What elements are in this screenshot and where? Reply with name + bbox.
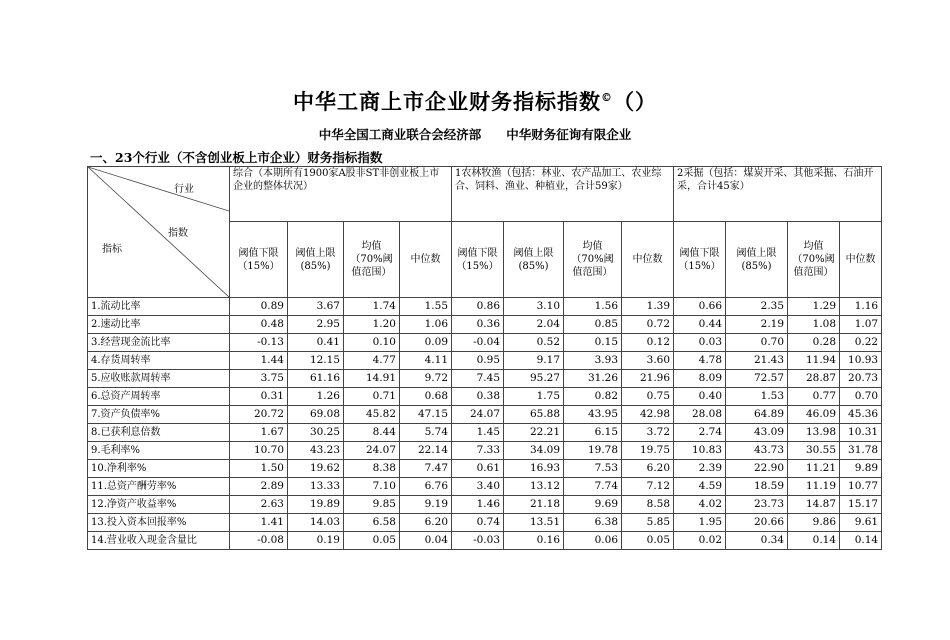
value-cell: 14.87 — [788, 496, 840, 514]
value-cell: 5.74 — [400, 424, 452, 442]
column-header: 中位数 — [622, 222, 674, 298]
value-cell: 1.39 — [622, 298, 674, 316]
value-cell: 43.73 — [726, 442, 788, 460]
value-cell: 1.75 — [504, 388, 564, 406]
column-header: 中位数 — [400, 222, 452, 298]
value-cell: 3.93 — [564, 352, 622, 370]
value-cell: -0.03 — [452, 532, 504, 550]
value-cell: 2.39 — [674, 460, 726, 478]
value-cell: 1.44 — [230, 352, 288, 370]
value-cell: 2.74 — [674, 424, 726, 442]
value-cell: 46.09 — [788, 406, 840, 424]
corner-label-industry: 行业 — [174, 184, 194, 195]
value-cell: 1.74 — [344, 298, 400, 316]
value-cell: 18.59 — [726, 478, 788, 496]
value-cell: 0.14 — [788, 532, 840, 550]
column-header: 中位数 — [840, 222, 882, 298]
corner-label-indicator: 指标 — [102, 244, 122, 255]
value-cell: 24.07 — [344, 442, 400, 460]
value-cell: 6.76 — [400, 478, 452, 496]
value-cell: 2.04 — [504, 316, 564, 334]
value-cell: 65.88 — [504, 406, 564, 424]
diagonal-lines — [88, 167, 229, 297]
table-row — [88, 478, 882, 496]
value-cell: 8.09 — [674, 370, 726, 388]
indicator-name: 2.速动比率 — [88, 316, 230, 334]
value-cell: 21.96 — [622, 370, 674, 388]
value-cell: 20.73 — [840, 370, 882, 388]
value-cell: 19.78 — [564, 442, 622, 460]
value-cell: 0.52 — [504, 334, 564, 352]
value-cell: 0.15 — [564, 334, 622, 352]
value-cell: 9.19 — [400, 496, 452, 514]
copyright-mark: © — [601, 91, 613, 104]
value-cell: 30.55 — [788, 442, 840, 460]
value-cell: 3.60 — [622, 352, 674, 370]
value-cell: 20.66 — [726, 514, 788, 532]
value-cell: 8.44 — [344, 424, 400, 442]
value-cell: 45.36 — [840, 406, 882, 424]
value-cell: 0.06 — [564, 532, 622, 550]
indicator-name: 14.营业收入现金含量比 — [88, 532, 230, 550]
value-cell: 3.67 — [288, 298, 344, 316]
indicator-name: 5.应收账款周转率 — [88, 370, 230, 388]
title-paren: （） — [613, 89, 657, 114]
value-cell: 4.77 — [344, 352, 400, 370]
indicator-name: 4.存货周转率 — [88, 352, 230, 370]
value-cell: 6.58 — [344, 514, 400, 532]
value-cell: 3.75 — [230, 370, 288, 388]
table-row — [88, 298, 882, 316]
column-header: 阈值下限（15%） — [674, 222, 726, 298]
value-cell: 7.53 — [564, 460, 622, 478]
column-header: 阈值下限（15%） — [452, 222, 504, 298]
value-cell: 22.14 — [400, 442, 452, 460]
value-cell: 4.02 — [674, 496, 726, 514]
value-cell: 8.38 — [344, 460, 400, 478]
value-cell: 2.89 — [230, 478, 288, 496]
value-cell: 0.22 — [840, 334, 882, 352]
indicator-name: 7.资产负债率% — [88, 406, 230, 424]
value-cell: 8.58 — [622, 496, 674, 514]
value-cell: 16.93 — [504, 460, 564, 478]
value-cell: 7.12 — [622, 478, 674, 496]
value-cell: 2.95 — [288, 316, 344, 334]
value-cell: 1.20 — [344, 316, 400, 334]
value-cell: 43.23 — [288, 442, 344, 460]
value-cell: 1.53 — [726, 388, 788, 406]
table-row — [88, 514, 882, 532]
value-cell: 11.19 — [788, 478, 840, 496]
indicator-name: 11.总资产酬劳率% — [88, 478, 230, 496]
value-cell: 0.41 — [288, 334, 344, 352]
group-header-mining: 2采掘（包括：煤炭开采、其他采掘、石油开采，合计45家） — [674, 167, 882, 222]
value-cell: 19.62 — [288, 460, 344, 478]
column-header: 阈值上限(85%) — [726, 222, 788, 298]
value-cell: 0.85 — [564, 316, 622, 334]
value-cell: 24.07 — [452, 406, 504, 424]
indicator-table — [87, 166, 882, 550]
value-cell: 19.75 — [622, 442, 674, 460]
column-header: 阈值上限(85%) — [288, 222, 344, 298]
value-cell: 4.59 — [674, 478, 726, 496]
value-cell: -0.13 — [230, 334, 288, 352]
value-cell: 1.06 — [400, 316, 452, 334]
value-cell: 7.10 — [344, 478, 400, 496]
value-cell: 0.09 — [400, 334, 452, 352]
value-cell: 14.91 — [344, 370, 400, 388]
value-cell: 13.12 — [504, 478, 564, 496]
value-cell: 43.95 — [564, 406, 622, 424]
value-cell: 0.68 — [400, 388, 452, 406]
value-cell: 10.31 — [840, 424, 882, 442]
value-cell: 21.43 — [726, 352, 788, 370]
value-cell: 9.72 — [400, 370, 452, 388]
value-cell: 7.45 — [452, 370, 504, 388]
page-subtitle: 中华全国工商业联合会经济部 中华财务征询有限企业 — [318, 127, 632, 142]
value-cell: 4.78 — [674, 352, 726, 370]
value-cell: 3.40 — [452, 478, 504, 496]
value-cell: 0.28 — [788, 334, 840, 352]
value-cell: 0.03 — [674, 334, 726, 352]
indicator-name: 10.净利率% — [88, 460, 230, 478]
value-cell: 22.21 — [504, 424, 564, 442]
value-cell: 9.69 — [564, 496, 622, 514]
value-cell: 0.05 — [622, 532, 674, 550]
value-cell: 0.05 — [344, 532, 400, 550]
value-cell: 1.07 — [840, 316, 882, 334]
value-cell: 9.61 — [840, 514, 882, 532]
value-cell: 72.57 — [726, 370, 788, 388]
value-cell: 0.10 — [344, 334, 400, 352]
value-cell: 0.31 — [230, 388, 288, 406]
value-cell: 2.63 — [230, 496, 288, 514]
value-cell: 13.98 — [788, 424, 840, 442]
value-cell: 9.85 — [344, 496, 400, 514]
value-cell: 19.89 — [288, 496, 344, 514]
value-cell: 7.47 — [400, 460, 452, 478]
value-cell: 0.34 — [726, 532, 788, 550]
value-cell: 0.40 — [674, 388, 726, 406]
value-cell: 10.70 — [230, 442, 288, 460]
value-cell: 34.09 — [504, 442, 564, 460]
column-header: 阈值上限(85%) — [504, 222, 564, 298]
table-row — [88, 532, 882, 550]
group-header-composite: 综合（本期所有1900家A股非ST非创业板上市企业的整体状况） — [230, 167, 452, 222]
value-cell: 0.74 — [452, 514, 504, 532]
value-cell: 15.17 — [840, 496, 882, 514]
table-row — [88, 388, 882, 406]
value-cell: 14.03 — [288, 514, 344, 532]
value-cell: 20.72 — [230, 406, 288, 424]
value-cell: 10.83 — [674, 442, 726, 460]
value-cell: 1.56 — [564, 298, 622, 316]
value-cell: 3.72 — [622, 424, 674, 442]
table-row — [88, 406, 882, 424]
value-cell: 6.20 — [400, 514, 452, 532]
value-cell: 47.15 — [400, 406, 452, 424]
value-cell: 0.66 — [674, 298, 726, 316]
value-cell: 30.25 — [288, 424, 344, 442]
indicator-name: 3.经营现金流比率 — [88, 334, 230, 352]
indicator-name: 8.已获利息倍数 — [88, 424, 230, 442]
value-cell: 1.55 — [400, 298, 452, 316]
value-cell: 12.15 — [288, 352, 344, 370]
value-cell: 95.27 — [504, 370, 564, 388]
value-cell: 3.10 — [504, 298, 564, 316]
value-cell: 0.95 — [452, 352, 504, 370]
value-cell: 0.77 — [788, 388, 840, 406]
table-row — [88, 442, 882, 460]
column-header: 均值（70%阈值范围） — [788, 222, 840, 298]
value-cell: 1.08 — [788, 316, 840, 334]
value-cell: 13.51 — [504, 514, 564, 532]
value-cell: 0.48 — [230, 316, 288, 334]
value-cell: 0.04 — [400, 532, 452, 550]
value-cell: 0.71 — [344, 388, 400, 406]
value-cell: 0.36 — [452, 316, 504, 334]
value-cell: 61.16 — [288, 370, 344, 388]
value-cell: 21.18 — [504, 496, 564, 514]
value-cell: 10.93 — [840, 352, 882, 370]
corner-header — [88, 167, 230, 298]
value-cell: 0.70 — [840, 388, 882, 406]
value-cell: 1.16 — [840, 298, 882, 316]
value-cell: 0.70 — [726, 334, 788, 352]
indicator-name: 6.总资产周转率 — [88, 388, 230, 406]
value-cell: 64.89 — [726, 406, 788, 424]
value-cell: 22.90 — [726, 460, 788, 478]
value-cell: 9.86 — [788, 514, 840, 532]
indicator-name: 9.毛利率% — [88, 442, 230, 460]
value-cell: 7.74 — [564, 478, 622, 496]
value-cell: -0.04 — [452, 334, 504, 352]
value-cell: 5.85 — [622, 514, 674, 532]
value-cell: 1.26 — [288, 388, 344, 406]
value-cell: 13.33 — [288, 478, 344, 496]
value-cell: 0.14 — [840, 532, 882, 550]
value-cell: 0.82 — [564, 388, 622, 406]
value-cell: 0.61 — [452, 460, 504, 478]
value-cell: 1.45 — [452, 424, 504, 442]
value-cell: 69.08 — [288, 406, 344, 424]
column-header: 阈值下限（15%） — [230, 222, 288, 298]
value-cell: 6.38 — [564, 514, 622, 532]
value-cell: 28.87 — [788, 370, 840, 388]
value-cell: 10.77 — [840, 478, 882, 496]
value-cell: 43.09 — [726, 424, 788, 442]
table-row — [88, 460, 882, 478]
corner-label-index: 指数 — [168, 228, 188, 239]
value-cell: 2.35 — [726, 298, 788, 316]
value-cell: 31.26 — [564, 370, 622, 388]
value-cell: 1.95 — [674, 514, 726, 532]
value-cell: 0.16 — [504, 532, 564, 550]
value-cell: 0.02 — [674, 532, 726, 550]
group-header-agriculture: 1农林牧渔（包括：林业、农产品加工、农业综合、饲料、渔业、种植业，合计59家） — [452, 167, 674, 222]
value-cell: 6.20 — [622, 460, 674, 478]
indicator-name: 12.净资产收益率% — [88, 496, 230, 514]
value-cell: 1.46 — [452, 496, 504, 514]
value-cell: 42.98 — [622, 406, 674, 424]
value-cell: 1.67 — [230, 424, 288, 442]
value-cell: 11.94 — [788, 352, 840, 370]
value-cell: 45.82 — [344, 406, 400, 424]
value-cell: -0.08 — [230, 532, 288, 550]
table-row — [88, 316, 882, 334]
value-cell: 6.15 — [564, 424, 622, 442]
value-cell: 1.41 — [230, 514, 288, 532]
section-heading: 一、23个行业（不含创业板上市企业）财务指标指数 — [90, 150, 383, 165]
table-row — [88, 424, 882, 442]
value-cell: 0.19 — [288, 532, 344, 550]
table-row — [88, 352, 882, 370]
value-cell: 0.38 — [452, 388, 504, 406]
value-cell: 1.29 — [788, 298, 840, 316]
table-row — [88, 334, 882, 352]
value-cell: 23.73 — [726, 496, 788, 514]
value-cell: 0.44 — [674, 316, 726, 334]
value-cell: 28.08 — [674, 406, 726, 424]
value-cell: 4.11 — [400, 352, 452, 370]
column-header: 均值（70%阈值范围） — [564, 222, 622, 298]
value-cell: 0.72 — [622, 316, 674, 334]
value-cell: 0.89 — [230, 298, 288, 316]
indicator-name: 13.投入资本回报率% — [88, 514, 230, 532]
value-cell: 0.75 — [622, 388, 674, 406]
value-cell: 2.19 — [726, 316, 788, 334]
value-cell: 7.33 — [452, 442, 504, 460]
page-title: 中华工商上市企业财务指标指数©（） — [293, 89, 657, 114]
value-cell: 11.21 — [788, 460, 840, 478]
table-row — [88, 370, 882, 388]
value-cell: 31.78 — [840, 442, 882, 460]
value-cell: 0.86 — [452, 298, 504, 316]
value-cell: 0.12 — [622, 334, 674, 352]
column-header: 均值（70%阈值范围） — [344, 222, 400, 298]
value-cell: 9.17 — [504, 352, 564, 370]
indicator-name: 1.流动比率 — [88, 298, 230, 316]
value-cell: 9.89 — [840, 460, 882, 478]
value-cell: 1.50 — [230, 460, 288, 478]
table-row — [88, 496, 882, 514]
